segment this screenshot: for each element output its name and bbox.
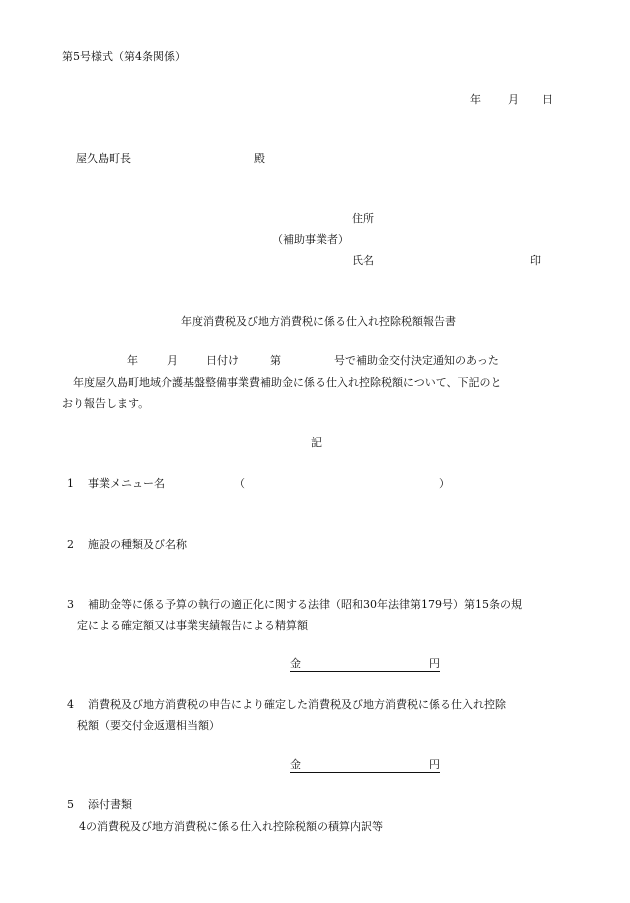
date-month-label: 月 bbox=[508, 93, 519, 106]
seal-mark: 印 bbox=[530, 254, 541, 267]
date-year-label: 年 bbox=[470, 93, 481, 106]
item-4-line-2: 税額（要交付金返還相当額） bbox=[77, 719, 220, 732]
body-number-suffix: 号で補助金交付決定通知のあった bbox=[334, 354, 499, 367]
item-2-number: 2 bbox=[67, 538, 74, 551]
addressee-honorific: 殿 bbox=[254, 152, 265, 165]
item-5-number: 5 bbox=[67, 798, 74, 811]
body-number-prefix: 第 bbox=[270, 354, 281, 367]
name-label: 氏名 bbox=[352, 254, 374, 267]
body-line-3: おり報告します。 bbox=[62, 397, 150, 410]
item-4-number: 4 bbox=[67, 698, 74, 711]
address-label: 住所 bbox=[352, 212, 374, 225]
item-3-amount-line bbox=[290, 657, 440, 672]
item-4-amount-prefix: 金 bbox=[290, 758, 301, 771]
body-date-suffix: 日付け bbox=[206, 354, 239, 367]
addressee-title: 屋久島町長 bbox=[76, 152, 131, 165]
item-2-label: 施設の種類及び名称 bbox=[88, 538, 187, 551]
item-1-close-paren: ） bbox=[439, 477, 450, 490]
date-day-label: 日 bbox=[542, 93, 553, 106]
body-line-2: 年度屋久島町地域介護基盤整備事業費補助金に係る仕入れ控除税額について、下記のと bbox=[73, 376, 502, 389]
ki-heading: 記 bbox=[311, 436, 322, 449]
item-4-line-1: 消費税及び地方消費税の申告により確定した消費税及び地方消費税に係る仕入れ控除 bbox=[88, 698, 506, 711]
item-1-number: 1 bbox=[67, 477, 74, 490]
item-3-amount-suffix: 円 bbox=[429, 657, 440, 670]
form-number: 第5号様式（第4条関係） bbox=[62, 50, 186, 63]
item-3-line-2: 定による確定額又は事業実績報告による精算額 bbox=[77, 619, 308, 632]
item-3-line-1: 補助金等に係る予算の執行の適正化に関する法律（昭和30年法律第179号）第15条の規 bbox=[88, 598, 522, 611]
body-year: 年 bbox=[127, 354, 138, 367]
applicant-role: （補助事業者） bbox=[272, 233, 349, 246]
item-3-number: 3 bbox=[67, 598, 74, 611]
body-month: 月 bbox=[167, 354, 178, 367]
item-1-label: 事業メニュー名 bbox=[88, 477, 165, 490]
item-4-amount-line bbox=[290, 758, 440, 773]
item-1-open-paren: （ bbox=[234, 477, 245, 490]
item-4-amount-suffix: 円 bbox=[429, 758, 440, 771]
item-5-label: 添付書類 bbox=[88, 798, 132, 811]
document-title: 年度消費税及び地方消費税に係る仕入れ控除税額報告書 bbox=[181, 315, 456, 328]
item-3-amount-prefix: 金 bbox=[290, 657, 301, 670]
item-5-detail: 4の消費税及び地方消費税に係る仕入れ控除税額の積算内訳等 bbox=[79, 820, 383, 833]
